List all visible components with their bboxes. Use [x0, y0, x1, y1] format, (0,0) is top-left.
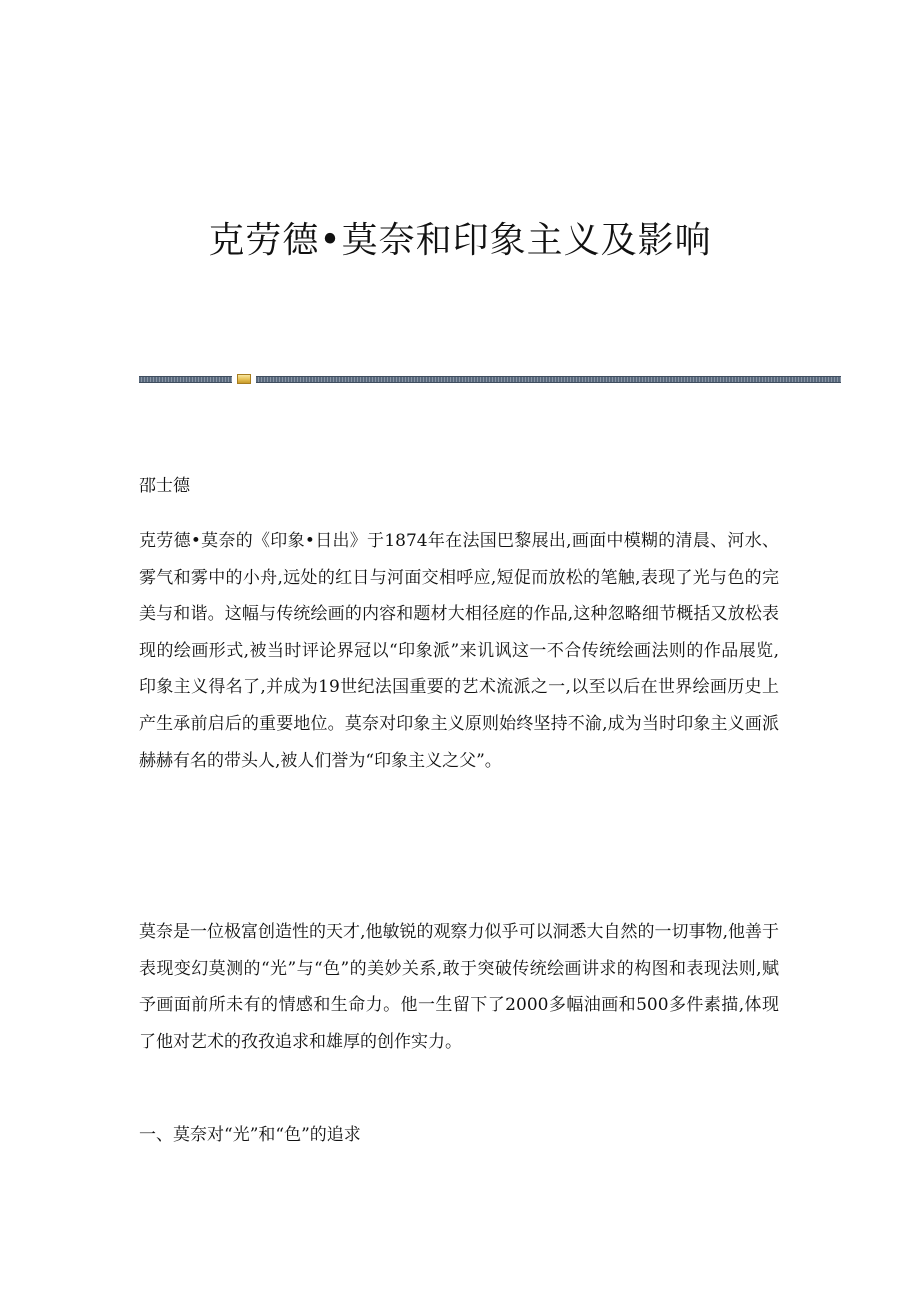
divider-left-bar: [139, 376, 232, 383]
divider-ornament-icon: [237, 374, 251, 384]
body-paragraph-2: 莫奈是一位极富创造性的天才,他敏锐的观察力似乎可以洞悉大自然的一切事物,他善于表现变幻莫测的“光”与“色”的美妙关系,敢于突破传统绘画讲求的构图和表现法则,赋予画面前所未有的情感和生命力。他一生留下了2000多幅油画和500多件素描,体现了他对艺术的孜孜追求和雄厚的创作实力。: [139, 922, 779, 1052]
page-title: 克劳德•莫奈和印象主义及影响: [208, 220, 712, 261]
author-name: 邵士德: [139, 476, 190, 496]
section-heading: 一、莫奈对“光”和“色”的追求: [139, 1125, 361, 1145]
divider-right-bar: [256, 376, 841, 383]
title-divider: [139, 374, 841, 384]
body-paragraph-1: 克劳德•莫奈的《印象•日出》于1874年在法国巴黎展出,画面中模糊的清晨、河水、雾气和雾中的小舟,远处的红日与河面交相呼应,短促而放松的笔触,表现了光与色的完美与和谐。这幅与传统绘画的内容和题材大相径庭的作品,这种忽略细节概括又放松表现的绘画形式,被当时评论界冠以“印象派”来讥讽这一不合传统绘画法则的作品展览,印象主义得名了,并成为19世纪法国重要的艺术流派之一,以至以后在世界绘画历史上产生承前启后的重要地位。莫奈对印象主义原则始终坚持不渝,成为当时印象主义画派赫赫有名的带头人,被人们誉为“印象主义之父”。: [139, 531, 779, 771]
